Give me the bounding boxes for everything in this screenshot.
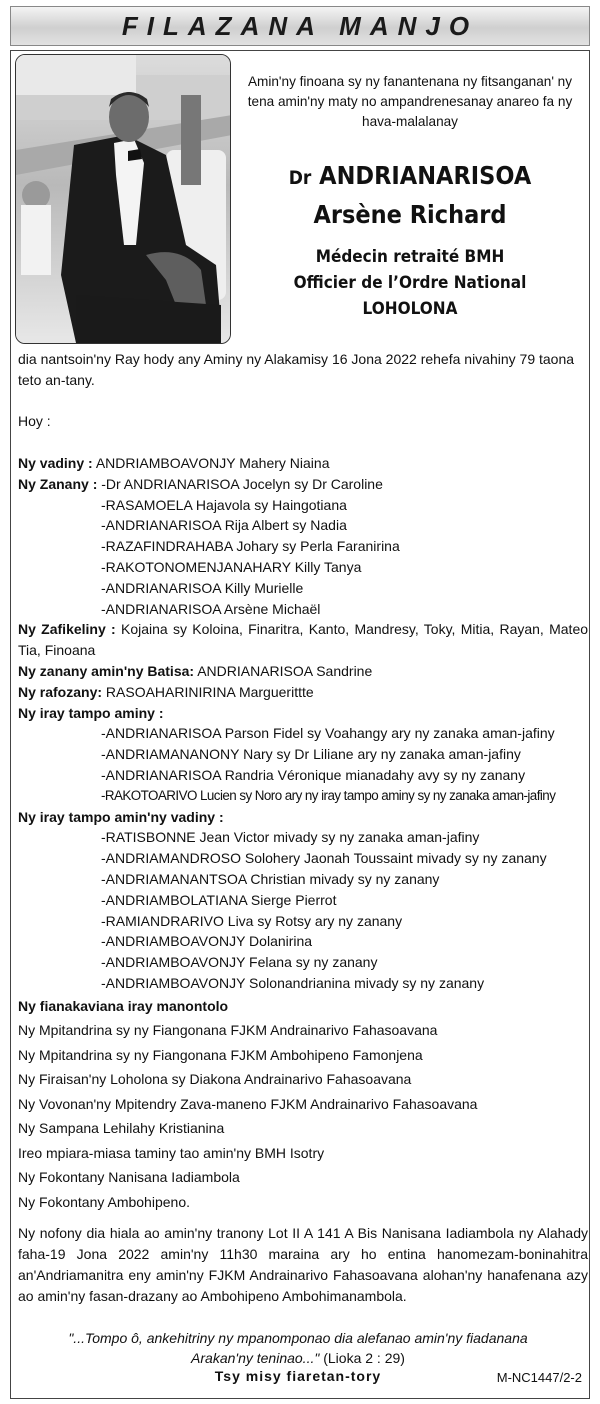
funeral-info: Ny nofony dia hiala ao amin'ny tranony Lot II A 141 A Bis Nanisana Iadiambola ny Alahady faha-19 Jona 2022 amin'ny 11h30 maraina ary ho entina hanomezam-boninahitra an'Andriamanitra eny amin'ny FJKM Andrainarivo Fahasoavana alohan'ny hanafenana azy ao amin'ny fasan-drazany ao Ambohipeno Ambohimanambola. xyxy=(18,1225,588,1304)
title-line-1: Médecin retraité BMH xyxy=(315,247,505,267)
footer-note: Tsy misy fiaretan-tory xyxy=(214,1368,382,1384)
child-item: -RAZAFINDRAHABA Johary sy Perla Faranirina xyxy=(101,538,400,555)
child-item: -RASAMOELA Hajavola sy Haingotiana xyxy=(101,496,347,513)
quote-line-2-wrap xyxy=(18,1348,578,1368)
organization-item: Ny Firaisan'ny Loholona sy Diakona Andrainarivo Fahasoavana xyxy=(18,1071,412,1088)
children-label: Ny Zanany : xyxy=(18,475,98,492)
organization-item: Ny Fokontany Nanisana Iadiambola xyxy=(18,1169,240,1186)
child-item: -ANDRIANARISOA Arsène Michaël xyxy=(101,600,321,617)
sibling-item: -ANDRIANARISOA Parson Fidel sy Voahangy ary ny zanaka aman-jafiny xyxy=(101,725,555,742)
spouse-sibling-item: -RAMIANDRARIVO Liva sy Rotsy ary ny zanany xyxy=(101,912,403,929)
grandchildren-label: Ny Zafikeliny : xyxy=(18,621,116,638)
child-item: -Dr ANDRIANARISOA Jocelyn sy Dr Caroline xyxy=(101,475,383,492)
siblings-label: Ny iray tampo aminy : xyxy=(18,704,164,721)
child-item: -RAKOTONOMENJANAHARY Killy Tanya xyxy=(101,558,362,575)
child-item: -ANDRIANARISOA Rija Albert sy Nadia xyxy=(101,517,347,534)
spouse-line xyxy=(18,453,588,474)
organization-item: Ny Fokontany Ambohipeno. xyxy=(18,1193,190,1210)
spouse-value: ANDRIAMBOAVONJY Mahery Niaina xyxy=(95,454,330,471)
sibling-item: -ANDRIANARISOA Randria Véronique mianadahy avy sy ny zanany xyxy=(101,766,526,783)
whole-family-label: Ny fianakaviana iray manontolo xyxy=(18,997,229,1014)
children-first-line xyxy=(18,474,588,495)
banner xyxy=(10,6,590,46)
quote-reference: (Lioka 2 : 29) xyxy=(323,1350,405,1366)
portrait-photo-icon xyxy=(15,54,231,344)
in-laws-value: RASOAHARINIRINA Marguerittte xyxy=(105,683,314,700)
footer xyxy=(18,1368,582,1388)
title-line-3: LOHOLONA xyxy=(362,299,458,319)
quote-line-2: Arakan'ny teninao..." xyxy=(191,1350,320,1366)
godchild-label: Ny zanany amin'ny Batisa: xyxy=(18,662,195,679)
grandchildren-line xyxy=(18,619,588,661)
spouse-siblings-label: Ny iray tampo amin'ny vadiny : xyxy=(18,808,224,825)
godchild-value: ANDRIANARISOA Sandrine xyxy=(197,662,373,679)
organization-item: Ireo mpiara-miasa taminy tao amin'ny BMH Isotry xyxy=(18,1144,325,1161)
spouse-sibling-item: -ANDRIAMANDROSO Solohery Jaonah Toussaint mivady sy ny zanany xyxy=(101,850,547,867)
death-notice: dia nantsoin'ny Ray hody any Aminy ny Alakamisy 16 Jona 2022 rehefa nivahiny 79 taona teto an-tany. xyxy=(18,351,575,388)
sibling-item: -ANDRIAMANANONY Nary sy Dr Liliane ary ny zanaka aman-jafiny xyxy=(101,746,521,763)
sibling-item: -RAKOTOARIVO Lucien sy Noro ary ny iray tampo aminy sy ny zanaka aman-jafiny xyxy=(101,787,556,803)
spouse-sibling-item: -ANDRIAMBOAVONJY Solonandrianina mivady sy ny zanany xyxy=(101,974,485,991)
organization-item: Ny Sampana Lehilahy Kristianina xyxy=(18,1120,225,1137)
surname: ANDRIANARISOA xyxy=(319,161,532,190)
bible-quote xyxy=(18,1328,578,1368)
deceased-titles xyxy=(257,244,563,322)
spouse-sibling-item: -ANDRIAMBOLATIANA Sierge Pierrot xyxy=(101,891,337,908)
child-item: -ANDRIANARISOA Killy Murielle xyxy=(101,579,304,596)
organization-item: Ny Mpitandrina sy ny Fiangonana FJKM Ambohipeno Famonjena xyxy=(18,1046,423,1063)
name-prefix: Dr xyxy=(288,167,312,189)
deceased-given-names: Arsène Richard xyxy=(313,200,507,229)
intro-text: Amin'ny finoana sy ny fanantenana ny fitsanganan' ny tena amin'ny maty no ampandrenesanay anareo fa ny hava-malalanay xyxy=(247,74,573,129)
spouse-sibling-item: -RATISBONNE Jean Victor mivady sy ny zanaka aman-jafiny xyxy=(101,829,480,846)
title-line-2: Officier de l’Ordre National xyxy=(293,273,527,293)
spouse-sibling-item: -ANDRIAMBOAVONJY Felana sy ny zanany xyxy=(101,954,378,971)
spouse-sibling-item: -ANDRIAMBOAVONJY Dolanirina xyxy=(101,933,313,950)
grandchildren-value: Kojaina sy Koloina, Finaritra, Kanto, Mandresy, Toky, Mitia, Rayan, Mateo Tia, Finoana xyxy=(18,621,589,659)
spouse-label: Ny vadiny : xyxy=(18,454,93,471)
hoy-label: Hoy : xyxy=(18,413,51,430)
quote-line-1: "...Tompo ô, ankehitriny ny mpanomponao dia alefanao amin'ny fiadanana xyxy=(68,1330,528,1346)
reference-code: M-NC1447/2-2 xyxy=(496,1370,582,1385)
in-laws-line xyxy=(18,682,588,703)
banner-title: FILAZANA MANJO xyxy=(121,10,479,41)
organization-item: Ny Vovonan'ny Mpitendry Zava-maneno FJKM Andrainarivo Fahasoavana xyxy=(18,1095,478,1112)
spouse-sibling-item: -ANDRIAMANANTSOA Christian mivady sy ny zanany xyxy=(101,870,440,887)
deceased-surname xyxy=(257,160,563,194)
godchild-line xyxy=(18,661,588,682)
in-laws-label: Ny rafozany: xyxy=(18,683,103,700)
organization-item: Ny Mpitandrina sy ny Fiangonana FJKM Andrainarivo Fahasoavana xyxy=(18,1022,438,1039)
obituary-body xyxy=(18,349,588,1306)
